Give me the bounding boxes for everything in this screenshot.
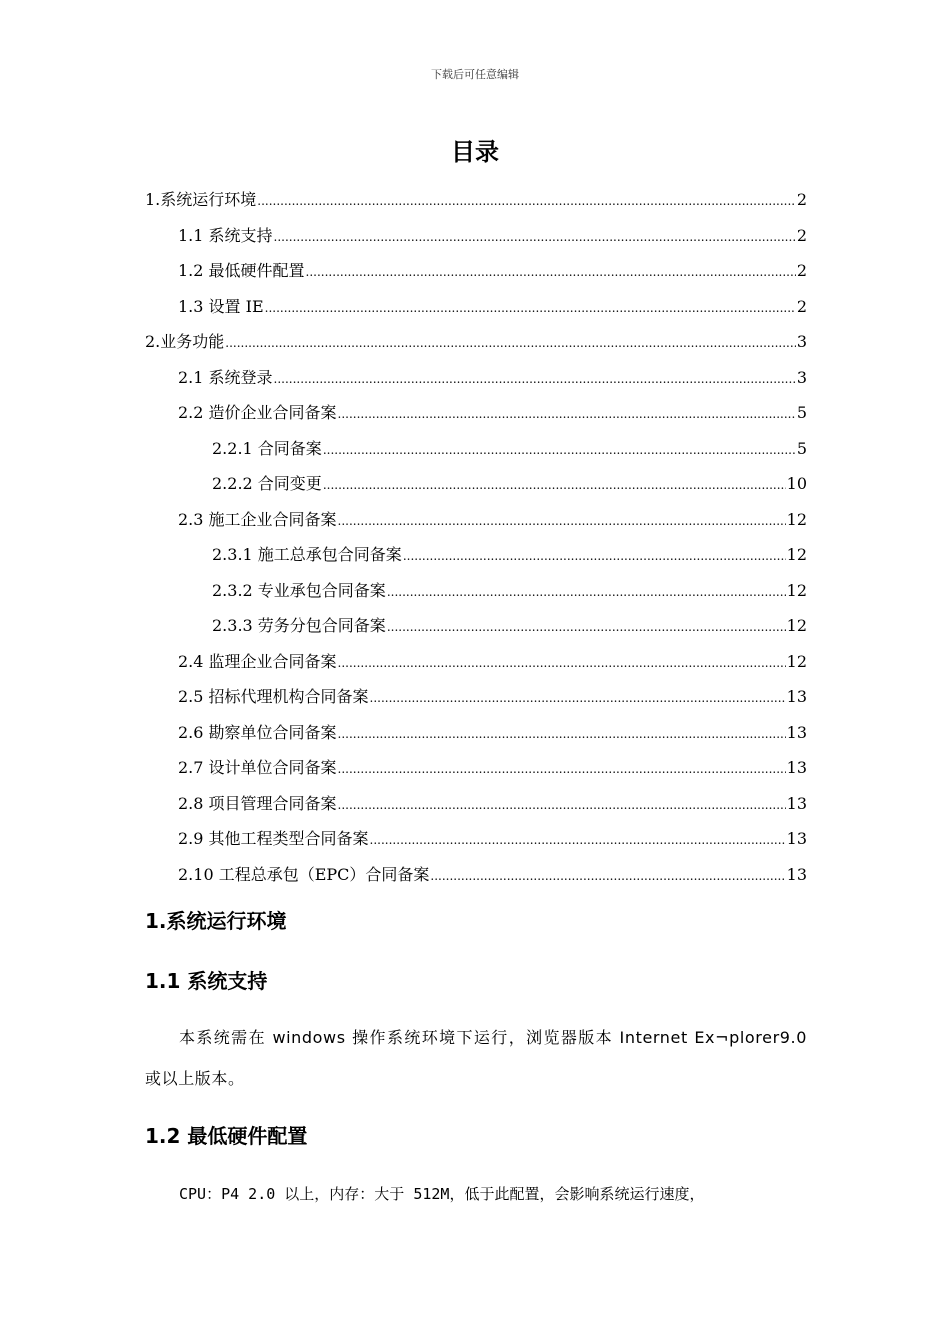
toc-dot-leader (306, 253, 796, 291)
toc-dot-leader (387, 573, 786, 611)
toc-entry[interactable] (145, 608, 807, 644)
toc-entry-title: 1.2 最低硬件配置 (178, 261, 305, 280)
toc-entry-title: 2.3.1 施工总承包合同备案 (212, 545, 402, 564)
toc-entry-title: 1.系统运行环境 (145, 190, 257, 209)
toc-entry[interactable] (145, 502, 807, 538)
toc-entry-title: 2.5 招标代理机构合同备案 (178, 687, 369, 706)
toc-dot-leader (338, 644, 786, 682)
toc-entry[interactable] (145, 182, 807, 218)
section-heading-1-2: 1.2 最低硬件配置 (145, 1124, 308, 1148)
toc-dot-leader (338, 395, 796, 433)
toc-dot-leader (265, 289, 796, 327)
toc-entry-page-number: 5 (796, 403, 807, 422)
toc-entry[interactable] (145, 289, 807, 325)
toc-entry-title: 2.2.1 合同备案 (212, 438, 322, 458)
toc-entry-title: 2.3.2 专业承包合同备案 (212, 580, 386, 600)
toc-entry-page-number: 10 (786, 474, 807, 493)
toc-entry[interactable] (145, 253, 807, 289)
toc-dot-leader (403, 537, 786, 575)
toc-dot-leader (338, 502, 786, 540)
toc-entry[interactable] (145, 644, 807, 680)
toc-entry-page-number: 3 (796, 332, 807, 351)
toc-entry-page-number: 12 (786, 509, 807, 529)
toc-entry-page-number: 12 (786, 616, 807, 635)
toc-entry-title: 2.2.2 合同变更 (212, 474, 322, 493)
toc-entry-page-number: 13 (786, 864, 807, 884)
toc-dot-leader (225, 324, 796, 362)
toc-entry-page-number: 13 (786, 793, 807, 813)
toc-dot-leader (323, 431, 796, 469)
toc-entry-page-number: 12 (786, 545, 807, 564)
toc-entry[interactable] (145, 750, 807, 786)
toc-entry[interactable] (145, 324, 807, 360)
page-header-note: 下载后可任意编辑 (431, 68, 519, 81)
toc-entry-page-number: 12 (786, 651, 807, 671)
toc-entry-page-number: 2 (796, 296, 807, 316)
toc-dot-leader (338, 750, 786, 788)
toc-entry-title: 1.1 系统支持 (178, 225, 273, 245)
toc-entry-page-number: 13 (786, 829, 807, 848)
toc-title: 目录 (451, 138, 499, 166)
toc-dot-leader (274, 360, 796, 398)
toc-entry[interactable] (145, 431, 807, 467)
toc-entry-title: 2.3.3 劳务分包合同备案 (212, 616, 386, 635)
toc-entry[interactable] (145, 573, 807, 609)
toc-entry-title: 2.4 监理企业合同备案 (178, 651, 337, 671)
toc-dot-leader (257, 182, 796, 220)
toc-entry-title: 2.8 项目管理合同备案 (178, 793, 337, 813)
toc-dot-leader (274, 218, 796, 256)
toc-dot-leader (430, 857, 785, 895)
toc-entry-page-number: 12 (786, 580, 807, 600)
toc-entry-page-number: 13 (786, 758, 807, 777)
section-heading-1-1: 1.1 系统支持 (145, 969, 268, 993)
toc-dot-leader (387, 608, 786, 646)
toc-entry-title: 2.业务功能 (145, 332, 225, 351)
toc-entry-title: 2.7 设计单位合同备案 (178, 758, 337, 777)
toc-dot-leader (338, 715, 786, 753)
toc-entry[interactable] (145, 786, 807, 822)
section-1-1-paragraph: 本系统需在 windows 操作系统环境下运行，浏览器版本 Internet Ex¬plorer9.0 或以上版本。 (145, 1028, 807, 1088)
section-heading-1: 1.系统运行环境 (145, 909, 287, 933)
toc-entry-page-number: 2 (796, 225, 807, 245)
toc-dot-leader (370, 821, 786, 859)
toc-entry-title: 2.2 造价企业合同备案 (178, 403, 337, 422)
toc-entry[interactable] (145, 679, 807, 715)
toc-entry[interactable] (145, 395, 807, 431)
toc-entry-title: 2.9 其他工程类型合同备案 (178, 829, 369, 848)
toc-entry-page-number: 13 (786, 687, 807, 706)
toc-entry-title: 2.3 施工企业合同备案 (178, 509, 337, 529)
toc-dot-leader (370, 679, 786, 717)
toc-entry[interactable] (145, 466, 807, 502)
toc-entry-page-number: 2 (796, 190, 807, 209)
toc-entry-page-number: 5 (796, 438, 807, 458)
toc-entry-title: 2.1 系统登录 (178, 367, 273, 387)
toc-entry[interactable] (145, 218, 807, 254)
toc-entry-page-number: 13 (786, 722, 807, 742)
toc-entry[interactable] (145, 857, 807, 893)
toc-dot-leader (338, 786, 786, 824)
toc-entry-title: 1.3 设置 IE (178, 296, 264, 316)
section-1-2-paragraph: CPU：P4 2.0 以上，内存：大于 512M，低于此配置，会影响系统运行速度， (179, 1185, 705, 1203)
toc-entry-page-number: 3 (796, 367, 807, 387)
toc-entry[interactable] (145, 360, 807, 396)
toc-dot-leader (323, 466, 786, 504)
table-of-contents (145, 182, 807, 892)
toc-entry[interactable] (145, 821, 807, 857)
toc-entry-page-number: 2 (796, 261, 807, 280)
toc-entry-title: 2.10 工程总承包（EPC）合同备案 (178, 864, 430, 884)
toc-entry[interactable] (145, 715, 807, 751)
toc-entry-title: 2.6 勘察单位合同备案 (178, 722, 337, 742)
toc-entry[interactable] (145, 537, 807, 573)
